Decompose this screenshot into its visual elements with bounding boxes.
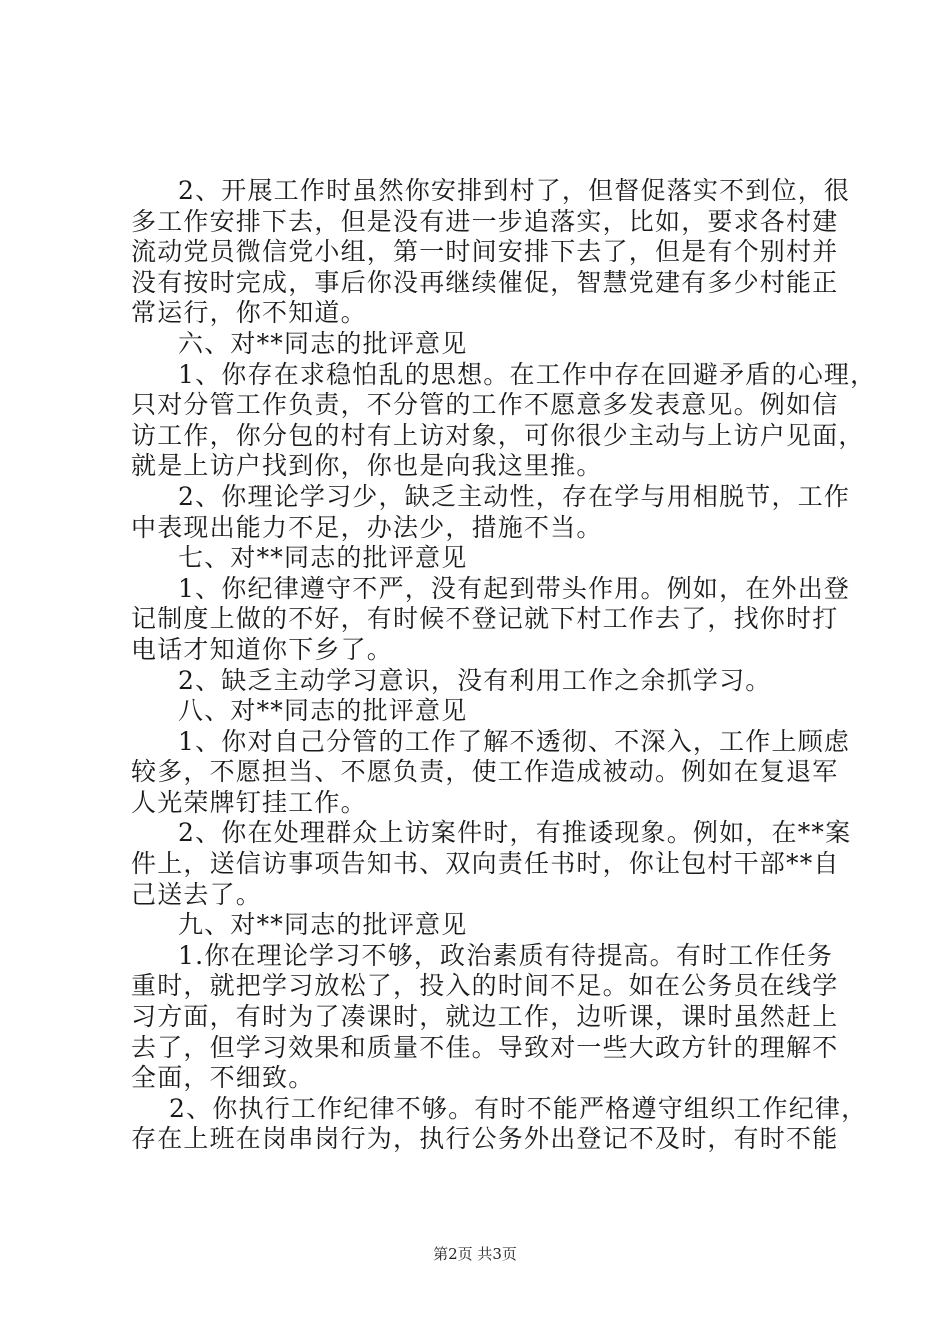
paragraph-line: 较多，不愿担当、不愿负责，使工作造成被动。例如在复退军 [131,757,839,787]
paragraph-line: 习方面，有时为了凑课时，就边工作，边听课，课时虽然赶上 [131,1002,839,1032]
paragraph-line: 人光荣牌钉挂工作。 [131,787,367,817]
paragraph-line: 访工作，你分包的村有上访对象，可你很少主动与上访户见面， [131,420,865,450]
paragraph-line: 全面，不细致。 [131,1063,315,1093]
paragraph-line: 己送去了。 [131,879,263,909]
section-heading: 六、对**同志的批评意见 [178,328,468,358]
paragraph-line: 1.你在理论学习不够，政治素质有待提高。有时工作任务 [178,940,834,970]
paragraph-line: 1、你对自己分管的工作了解不透彻、不深入，工作上顾虑 [178,726,851,756]
page-number-footer: 第2页 共3页 [433,1245,517,1263]
paragraph-line: 2、缺乏主动学习意识，没有利用工作之余抓学习。 [178,665,772,695]
paragraph-line: 记制度上做的不好，有时候不登记就下村工作去了，找你时打 [131,604,839,634]
paragraph-line: 常运行，你不知道。 [131,298,367,328]
paragraph-line: 2、你理论学习少，缺乏主动性，存在学与用相脱节，工作 [178,481,851,511]
document-body [131,176,877,1155]
paragraph-line: 没有按时完成，事后你没再继续催促，智慧党建有多少村能正 [131,267,839,297]
paragraph-line: 中表现出能力不足，办法少，措施不当。 [131,512,603,542]
paragraph-line: 2、你执行工作纪律不够。有时不能严格遵守组织工作纪律， [169,1093,868,1123]
paragraph-line: 重时，就把学习放松了，投入的时间不足。如在公务员在线学 [131,971,839,1001]
paragraph-line: 只对分管工作负责，不分管的工作不愿意多发表意见。例如信 [131,390,839,420]
paragraph-line: 去了，但学习效果和质量不佳。导致对一些大政方针的理解不 [131,1032,839,1062]
paragraph-line: 就是上访户找到你，你也是向我这里推。 [131,451,603,481]
paragraph-line: 电话才知道你下乡了。 [131,634,394,664]
section-heading: 九、对**同志的批评意见 [178,910,468,940]
paragraph-line: 1、你纪律遵守不严，没有起到带头作用。例如，在外出登 [178,573,851,603]
paragraph-line: 2、你在处理群众上访案件时，有推诿现象。例如，在**案 [178,818,852,848]
paragraph-line: 件上，送信访事项告知书、双向责任书时，你让包村干部**自 [131,849,840,879]
section-heading: 八、对**同志的批评意见 [178,696,468,726]
section-heading: 七、对**同志的批评意见 [178,543,468,573]
paragraph-line: 多工作安排下去，但是没有进一步追落实，比如，要求各村建 [131,206,839,236]
paragraph-line: 2、开展工作时虽然你安排到村了，但督促落实不到位，很 [178,176,851,205]
paragraph-line: 流动党员微信党小组，第一时间安排下去了，但是有个别村并 [131,237,839,267]
paragraph-line: 1、你存在求稳怕乱的思想。在工作中存在回避矛盾的心理， [178,359,877,389]
paragraph-line: 存在上班在岗串岗行为，执行公务外出登记不及时，有时不能 [131,1124,839,1154]
